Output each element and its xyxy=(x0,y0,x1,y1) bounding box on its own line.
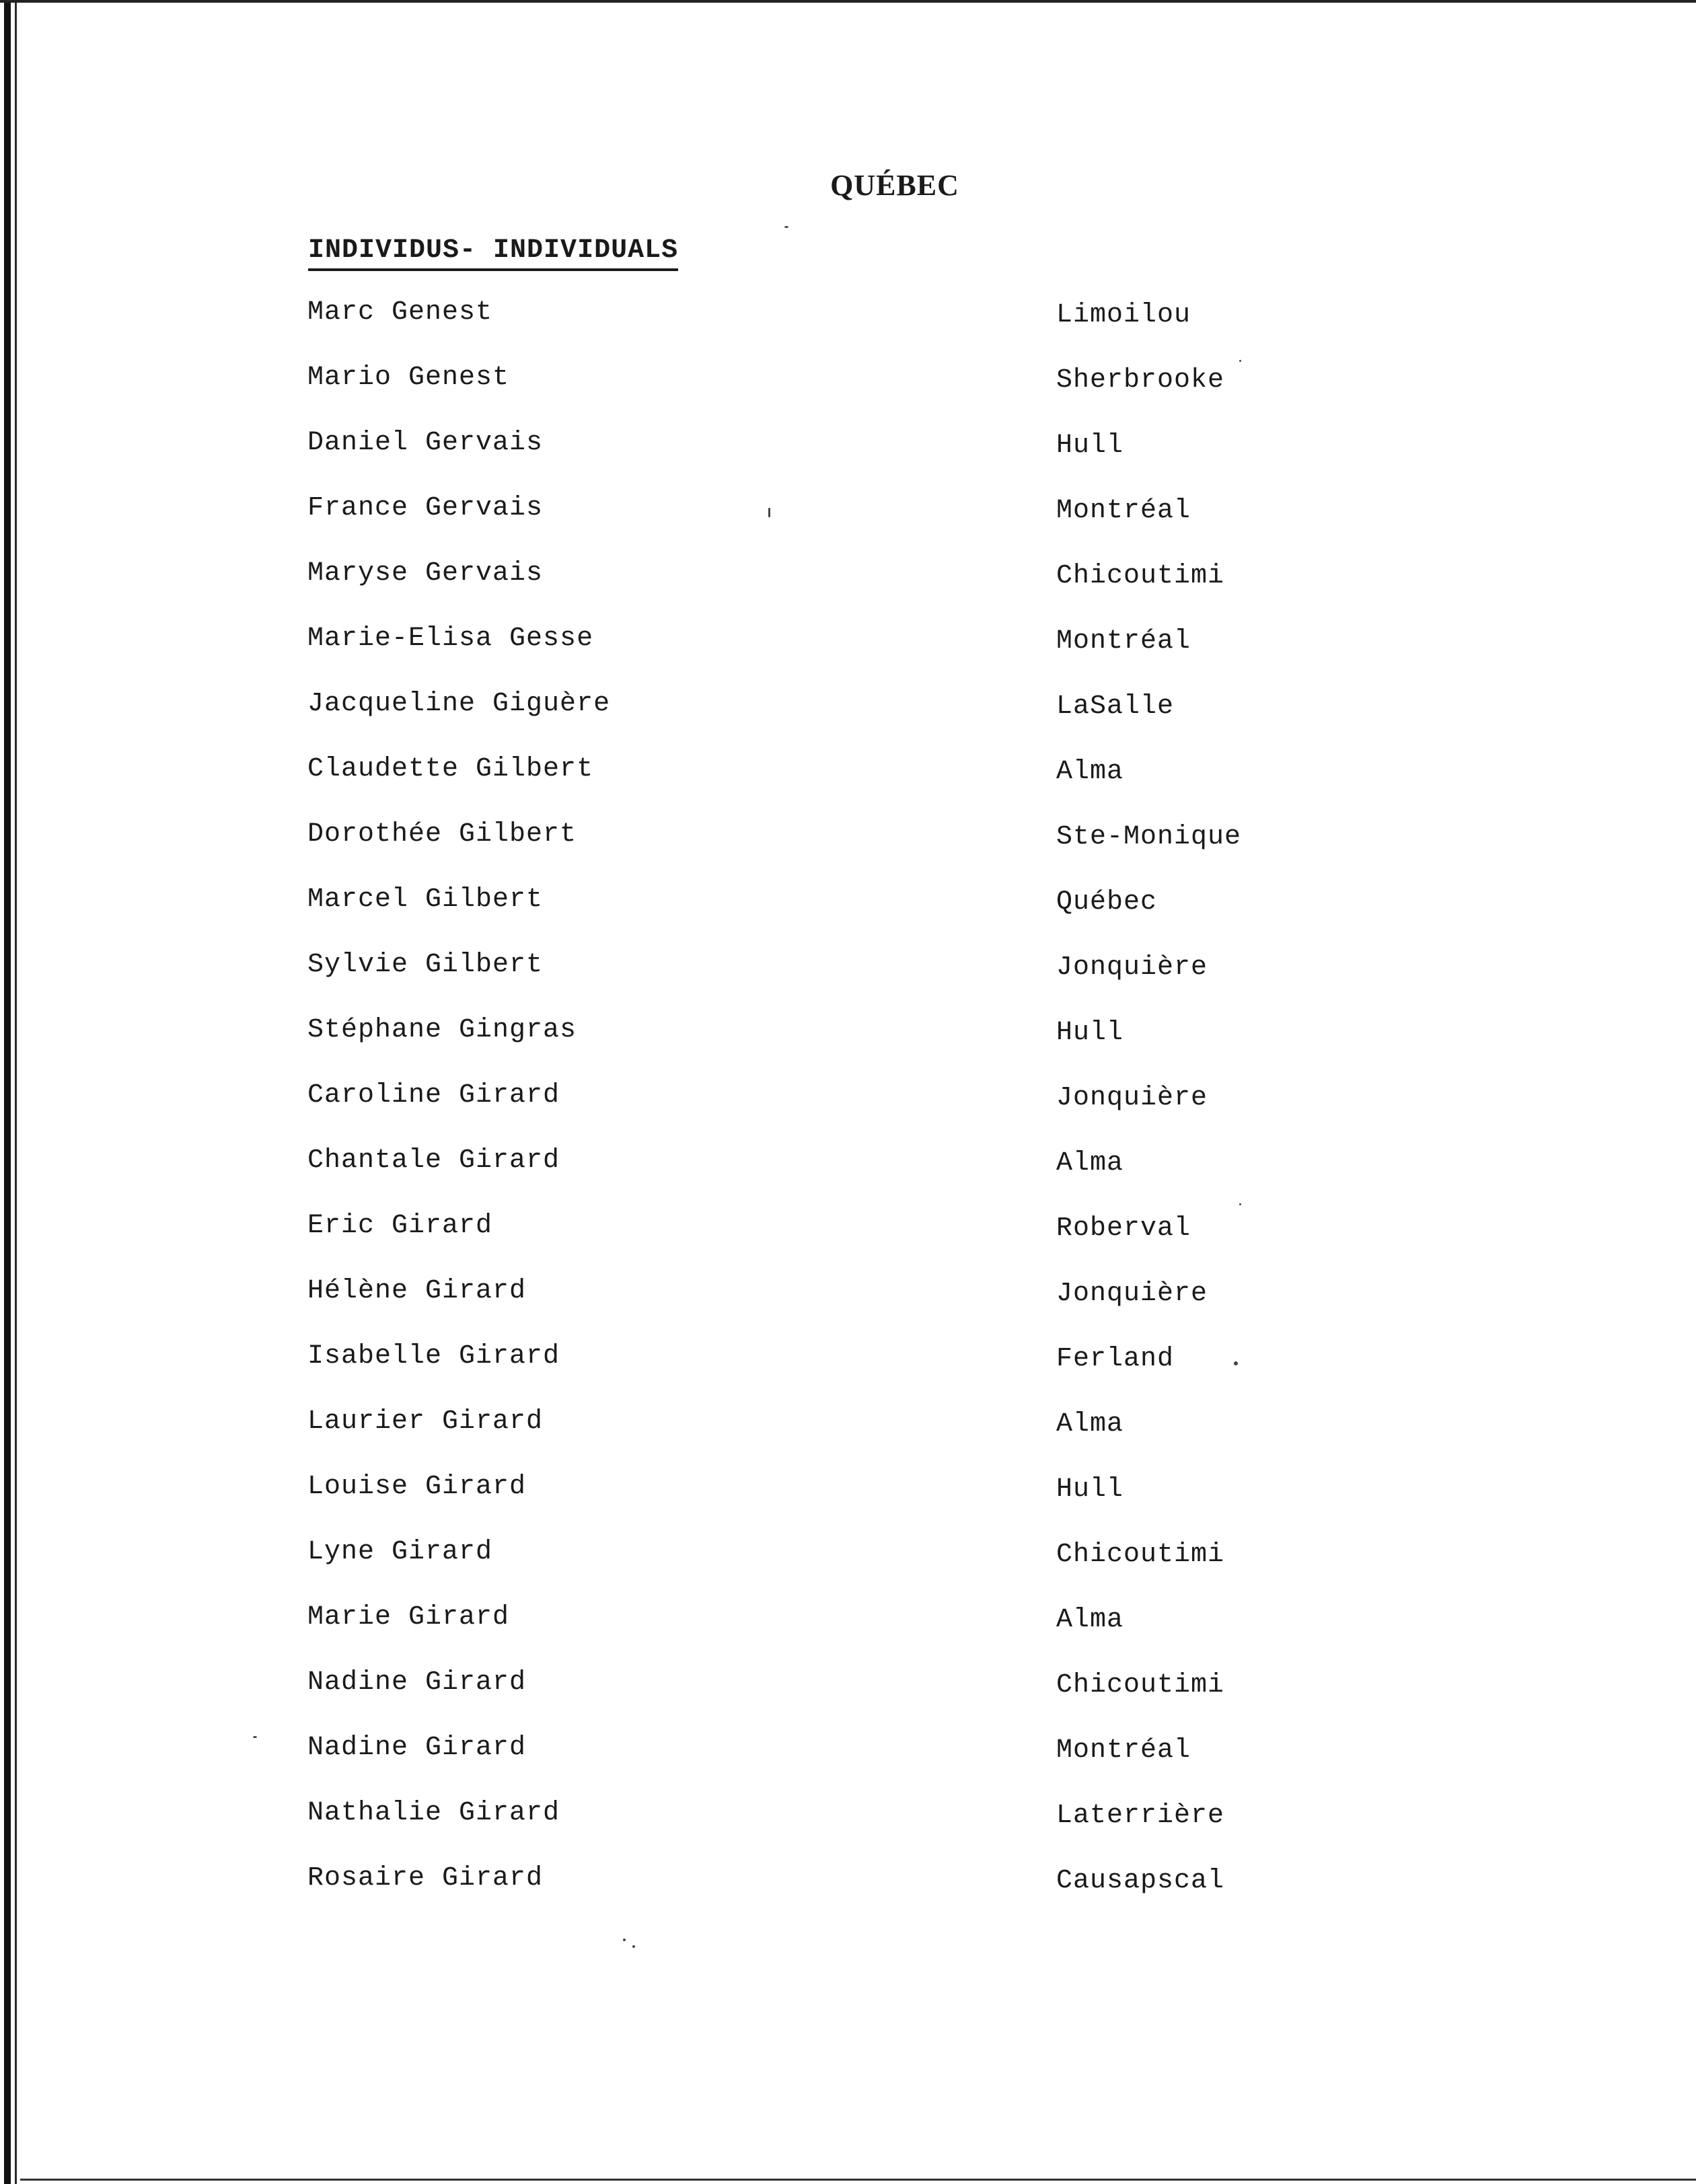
entry-city: Chicoutimi xyxy=(1056,1670,1225,1700)
list-item xyxy=(0,754,1696,819)
scan-edge-top xyxy=(0,0,1696,3)
entry-city: Montréal xyxy=(1056,496,1191,526)
entry-name: Sylvie Gilbert xyxy=(307,950,544,980)
scan-speck xyxy=(1239,360,1241,362)
list-item xyxy=(0,1276,1696,1341)
list-item xyxy=(0,1798,1696,1863)
entry-name: Laurier Girard xyxy=(307,1406,544,1437)
entry-city: Laterrière xyxy=(1056,1801,1225,1831)
list-item xyxy=(0,1145,1696,1211)
entry-name: Chantale Girard xyxy=(307,1145,560,1176)
list-item xyxy=(0,1406,1696,1472)
entry-city: Hull xyxy=(1056,1474,1124,1505)
scan-speck xyxy=(253,1736,257,1738)
entry-name: Maryse Gervais xyxy=(307,558,544,589)
entry-city: Montréal xyxy=(1056,1735,1191,1766)
list-item xyxy=(0,493,1696,558)
entry-name: Hélène Girard xyxy=(307,1276,527,1306)
entry-city: Alma xyxy=(1056,757,1124,787)
list-item xyxy=(0,297,1696,363)
entry-city: Chicoutimi xyxy=(1056,1540,1225,1570)
list-item xyxy=(0,1015,1696,1080)
list-item xyxy=(0,689,1696,754)
scan-speck xyxy=(1234,1361,1238,1365)
list-item xyxy=(0,428,1696,493)
list-item xyxy=(0,884,1696,950)
list-item xyxy=(0,1537,1696,1602)
list-item xyxy=(0,624,1696,689)
entry-name: Marie Girard xyxy=(307,1602,510,1632)
entry-name: Daniel Gervais xyxy=(307,428,544,458)
list-item xyxy=(0,950,1696,1015)
entry-name: Jacqueline Giguère xyxy=(307,689,611,719)
list-item xyxy=(0,363,1696,428)
entry-name: Eric Girard xyxy=(307,1211,493,1241)
list-item xyxy=(0,1472,1696,1537)
scan-edge-bottom xyxy=(20,2179,1696,2181)
entry-city: Hull xyxy=(1056,430,1124,461)
section-heading: INDIVIDUS- INDIVIDUALS xyxy=(308,235,678,271)
entry-city: LaSalle xyxy=(1056,691,1175,722)
entry-city: Ste-Monique xyxy=(1056,822,1242,852)
entry-name: Mario Genest xyxy=(307,363,510,393)
scan-speck xyxy=(623,1938,626,1941)
entry-city: Roberval xyxy=(1056,1213,1191,1244)
entry-name: Nadine Girard xyxy=(307,1733,527,1763)
scan-speck xyxy=(768,508,770,517)
entry-city: Jonquière xyxy=(1056,952,1208,983)
entry-name: Claudette Gilbert xyxy=(307,754,594,784)
list-item xyxy=(0,1211,1696,1276)
entry-city: Sherbrooke xyxy=(1056,365,1225,396)
scan-speck xyxy=(784,226,788,228)
entry-name: Nadine Girard xyxy=(307,1667,527,1698)
list-item xyxy=(0,819,1696,884)
entry-city: Montréal xyxy=(1056,626,1191,656)
entry-name: Louise Girard xyxy=(307,1472,527,1502)
entry-city: Jonquière xyxy=(1056,1279,1208,1309)
entry-city: Alma xyxy=(1056,1605,1124,1635)
list-item xyxy=(0,1733,1696,1798)
entry-name: Marcel Gilbert xyxy=(307,884,544,915)
scan-speck xyxy=(632,1945,635,1948)
entry-name: Nathalie Girard xyxy=(307,1798,560,1828)
entry-name: Dorothée Gilbert xyxy=(307,819,577,850)
list-item xyxy=(0,1080,1696,1145)
entry-city: Hull xyxy=(1056,1018,1124,1048)
entry-city: Alma xyxy=(1056,1148,1124,1178)
entry-city: Jonquière xyxy=(1056,1083,1208,1113)
entry-city: Chicoutimi xyxy=(1056,561,1225,591)
entry-city: Limoilou xyxy=(1056,300,1191,330)
entry-name: Lyne Girard xyxy=(307,1537,493,1567)
list-item xyxy=(0,558,1696,624)
entry-city: Ferland xyxy=(1056,1344,1175,1374)
page-title: QUÉBEC xyxy=(830,169,959,202)
entry-city: Québec xyxy=(1056,887,1158,917)
scan-speck xyxy=(1239,1203,1241,1205)
entry-name: Marie-Elisa Gesse xyxy=(307,624,594,654)
entry-name: Caroline Girard xyxy=(307,1080,560,1110)
entry-name: France Gervais xyxy=(307,493,544,523)
entry-name: Rosaire Girard xyxy=(307,1863,544,1893)
list-item xyxy=(0,1602,1696,1667)
list-item xyxy=(0,1341,1696,1406)
list-item xyxy=(0,1667,1696,1733)
entry-name: Stéphane Gingras xyxy=(307,1015,577,1045)
entry-name: Isabelle Girard xyxy=(307,1341,560,1371)
individuals-list xyxy=(0,297,1696,1928)
list-item xyxy=(0,1863,1696,1928)
entry-city: Causapscal xyxy=(1056,1866,1225,1896)
entry-city: Alma xyxy=(1056,1409,1124,1439)
entry-name: Marc Genest xyxy=(307,297,493,328)
